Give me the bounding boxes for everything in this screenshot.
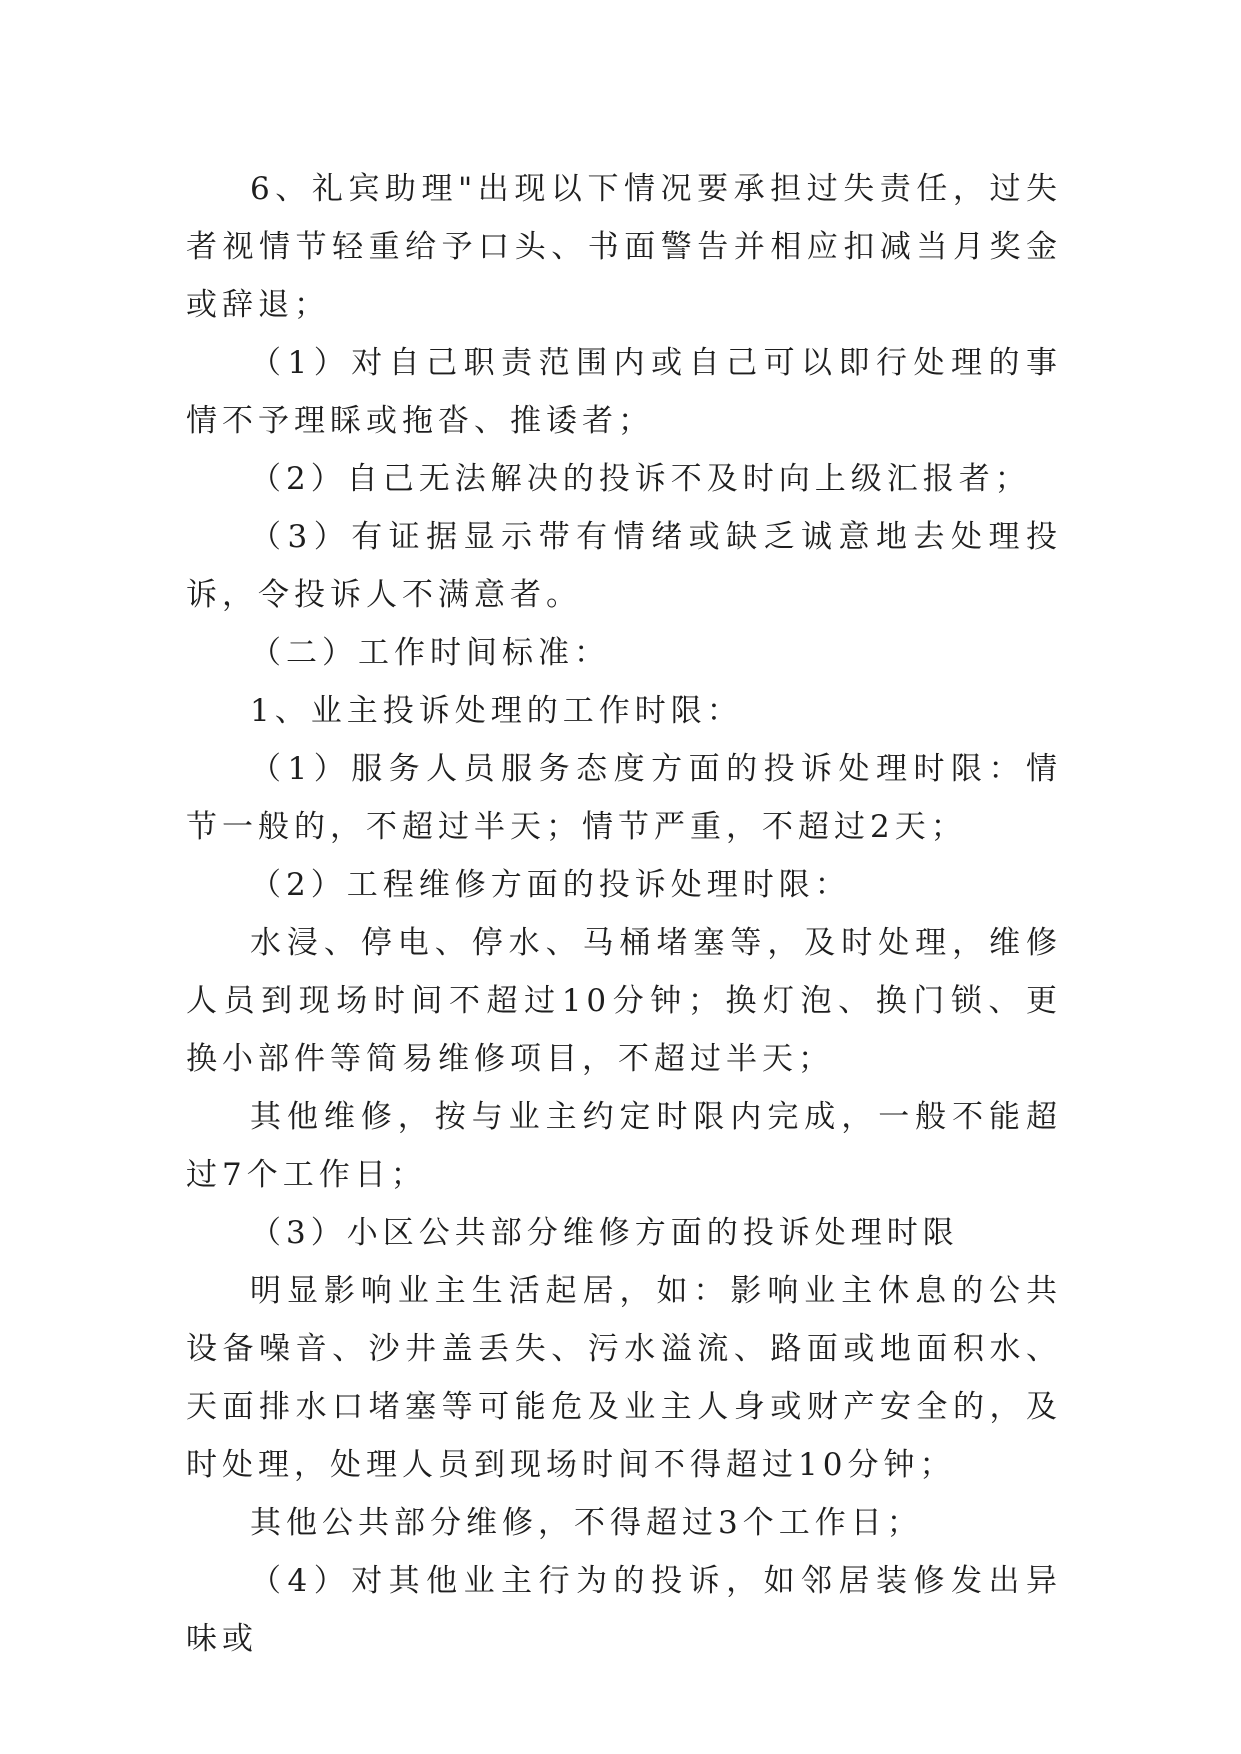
paragraph-item-3: （3）有证据显示带有情绪或缺乏诚意地去处理投诉，令投诉人不满意者。 bbox=[186, 519, 1062, 613]
paragraph-item-1: （1）对自己职责范围内或自己可以即行处理的事情不予理睬或拖沓、推诿者； bbox=[186, 345, 1062, 439]
document-page bbox=[186, 160, 1062, 1668]
paragraph-other-repair: 其他维修，按与业主约定时限内完成，一般不能超过7个工作日； bbox=[186, 1099, 1062, 1193]
paragraph-public-area-repair: （3）小区公共部分维修方面的投诉处理时限 bbox=[250, 1215, 959, 1251]
paragraph-living-impact: 明显影响业主生活起居，如：影响业主休息的公共设备噪音、沙井盖丢失、污水溢流、路面或地面积水、天面排水口堵塞等可能危及业主人身或财产安全的，及时处理，处理人员到现场时间不得超过10分钟； bbox=[186, 1273, 1062, 1483]
section-heading-work-time: （二）工作时间标准： bbox=[250, 635, 610, 671]
subheading-complaint-time-limit: 1、业主投诉处理的工作时限： bbox=[250, 693, 743, 729]
paragraph-engineering-repair: （2）工程维修方面的投诉处理时限： bbox=[250, 867, 851, 903]
paragraph-assistant-liability: 6、礼宾助理"出现以下情况要承担过失责任，过失者视情节轻重给予口头、书面警告并相应扣减当月奖金或辞退； bbox=[186, 171, 1062, 323]
paragraph-service-attitude: （1）服务人员服务态度方面的投诉处理时限：情节一般的，不超过半天；情节严重，不超过2天； bbox=[186, 751, 1062, 845]
paragraph-neighbor-complaint: （4）对其他业主行为的投诉，如邻居装修发出异味或 bbox=[186, 1563, 1062, 1657]
paragraph-urgent-repair: 水浸、停电、停水、马桶堵塞等，及时处理，维修人员到现场时间不超过10分钟；换灯泡、换门锁、更换小部件等简易维修项目，不超过半天； bbox=[186, 925, 1062, 1077]
paragraph-item-2: （2）自己无法解决的投诉不及时向上级汇报者； bbox=[250, 461, 1031, 497]
paragraph-other-public-repair: 其他公共部分维修，不得超过3个工作日； bbox=[250, 1505, 923, 1541]
